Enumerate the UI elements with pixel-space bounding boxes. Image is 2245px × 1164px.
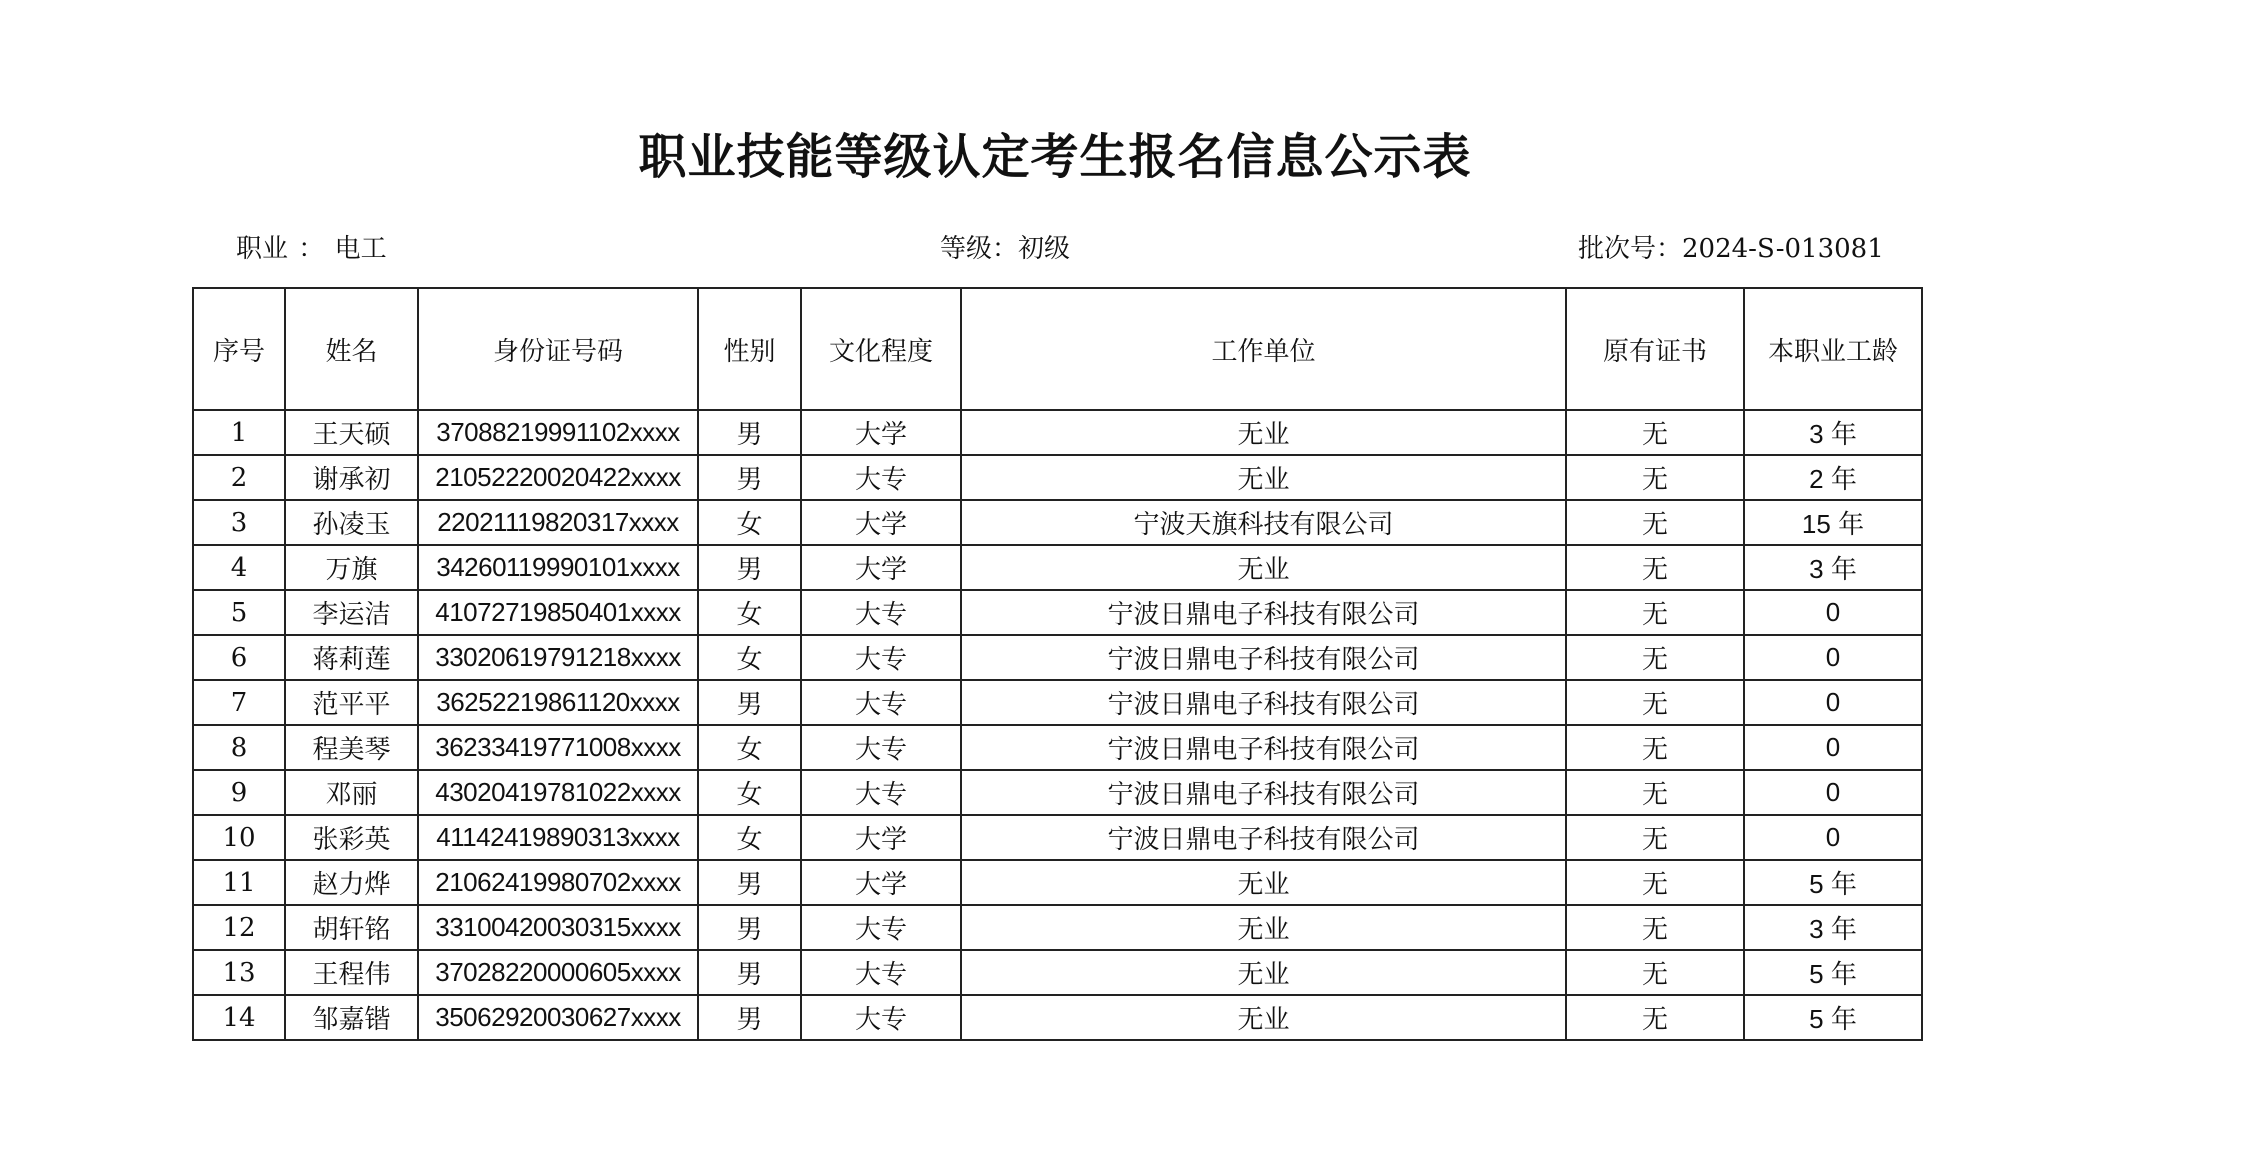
cell-index: 1 bbox=[193, 410, 285, 455]
cell-work-years: 0 bbox=[1744, 725, 1922, 770]
level-label: 等级： bbox=[940, 234, 1019, 264]
occupation-label: 职业 bbox=[236, 234, 289, 264]
occupation-separator: ： bbox=[298, 234, 325, 264]
col-header-index: 序号 bbox=[193, 288, 285, 410]
cell-gender: 男 bbox=[698, 905, 801, 950]
table-row bbox=[193, 455, 1922, 500]
cell-name: 谢承初 bbox=[285, 455, 418, 500]
cell-id-number: 36233419771008xxxx bbox=[418, 725, 698, 770]
cell-index: 10 bbox=[193, 815, 285, 860]
cell-name: 张彩英 bbox=[285, 815, 418, 860]
cell-index: 3 bbox=[193, 500, 285, 545]
cell-education: 大专 bbox=[801, 455, 961, 500]
cell-index: 14 bbox=[193, 995, 285, 1040]
col-header-certificate: 原有证书 bbox=[1566, 288, 1744, 410]
cell-education: 大学 bbox=[801, 815, 961, 860]
cell-work-years: 3 年 bbox=[1744, 545, 1922, 590]
cell-certificate: 无 bbox=[1566, 725, 1744, 770]
cell-name: 王天硕 bbox=[285, 410, 418, 455]
cell-work-years: 0 bbox=[1744, 815, 1922, 860]
cell-education: 大专 bbox=[801, 680, 961, 725]
cell-id-number: 36252219861120xxxx bbox=[418, 680, 698, 725]
cell-id-number: 33020619791218xxxx bbox=[418, 635, 698, 680]
cell-certificate: 无 bbox=[1566, 680, 1744, 725]
batch-value: 2024-S-013081 bbox=[1682, 234, 1884, 264]
cell-index: 8 bbox=[193, 725, 285, 770]
cell-index: 11 bbox=[193, 860, 285, 905]
cell-work-years: 3 年 bbox=[1744, 410, 1922, 455]
cell-certificate: 无 bbox=[1566, 545, 1744, 590]
cell-id-number: 21062419980702xxxx bbox=[418, 860, 698, 905]
cell-id-number: 22021119820317xxxx bbox=[418, 500, 698, 545]
table-row bbox=[193, 500, 1922, 545]
cell-employer: 宁波日鼎电子科技有限公司 bbox=[961, 590, 1566, 635]
cell-work-years: 0 bbox=[1744, 635, 1922, 680]
cell-name: 蒋莉莲 bbox=[285, 635, 418, 680]
cell-gender: 女 bbox=[698, 770, 801, 815]
cell-employer: 宁波日鼎电子科技有限公司 bbox=[961, 815, 1566, 860]
cell-education: 大专 bbox=[801, 725, 961, 770]
table-row bbox=[193, 995, 1922, 1040]
cell-name: 程美琴 bbox=[285, 725, 418, 770]
cell-education: 大学 bbox=[801, 500, 961, 545]
table-row bbox=[193, 635, 1922, 680]
cell-employer: 无业 bbox=[961, 995, 1566, 1040]
cell-certificate: 无 bbox=[1566, 770, 1744, 815]
cell-index: 13 bbox=[193, 950, 285, 995]
cell-name: 邹嘉锴 bbox=[285, 995, 418, 1040]
cell-employer: 宁波日鼎电子科技有限公司 bbox=[961, 725, 1566, 770]
cell-gender: 男 bbox=[698, 995, 801, 1040]
cell-employer: 无业 bbox=[961, 410, 1566, 455]
cell-id-number: 34260119990101xxxx bbox=[418, 545, 698, 590]
table-row bbox=[193, 815, 1922, 860]
candidate-table bbox=[192, 287, 1923, 1041]
cell-employer: 无业 bbox=[961, 950, 1566, 995]
col-header-education: 文化程度 bbox=[801, 288, 961, 410]
cell-gender: 女 bbox=[698, 590, 801, 635]
cell-name: 赵力烨 bbox=[285, 860, 418, 905]
cell-employer: 无业 bbox=[961, 905, 1566, 950]
col-header-gender: 性别 bbox=[698, 288, 801, 410]
occupation-value: 电工 bbox=[334, 234, 387, 264]
cell-certificate: 无 bbox=[1566, 590, 1744, 635]
cell-gender: 女 bbox=[698, 725, 801, 770]
cell-employer: 无业 bbox=[961, 860, 1566, 905]
table-row bbox=[193, 410, 1922, 455]
batch-info bbox=[1578, 228, 1884, 265]
cell-work-years: 0 bbox=[1744, 590, 1922, 635]
cell-certificate: 无 bbox=[1566, 905, 1744, 950]
table-row bbox=[193, 545, 1922, 590]
cell-gender: 女 bbox=[698, 635, 801, 680]
cell-id-number: 35062920030627xxxx bbox=[418, 995, 698, 1040]
cell-gender: 男 bbox=[698, 545, 801, 590]
cell-work-years: 15 年 bbox=[1744, 500, 1922, 545]
table-row bbox=[193, 725, 1922, 770]
cell-id-number: 43020419781022xxxx bbox=[418, 770, 698, 815]
cell-work-years: 0 bbox=[1744, 680, 1922, 725]
table-row bbox=[193, 590, 1922, 635]
cell-id-number: 33100420030315xxxx bbox=[418, 905, 698, 950]
cell-id-number: 37088219991102xxxx bbox=[418, 410, 698, 455]
cell-index: 2 bbox=[193, 455, 285, 500]
level-value: 初级 bbox=[1018, 234, 1071, 264]
occupation-info bbox=[236, 228, 387, 265]
col-header-id-number: 身份证号码 bbox=[418, 288, 698, 410]
table-row bbox=[193, 770, 1922, 815]
cell-certificate: 无 bbox=[1566, 410, 1744, 455]
cell-work-years: 5 年 bbox=[1744, 860, 1922, 905]
cell-gender: 女 bbox=[698, 815, 801, 860]
cell-gender: 男 bbox=[698, 950, 801, 995]
col-header-work-years: 本职业工龄 bbox=[1744, 288, 1922, 410]
cell-index: 12 bbox=[193, 905, 285, 950]
cell-gender: 男 bbox=[698, 410, 801, 455]
cell-gender: 男 bbox=[698, 860, 801, 905]
table-row bbox=[193, 950, 1922, 995]
table-row bbox=[193, 860, 1922, 905]
cell-education: 大专 bbox=[801, 770, 961, 815]
cell-certificate: 无 bbox=[1566, 950, 1744, 995]
cell-employer: 宁波日鼎电子科技有限公司 bbox=[961, 770, 1566, 815]
header-row bbox=[193, 288, 1922, 410]
cell-id-number: 37028220000605xxxx bbox=[418, 950, 698, 995]
cell-name: 邓丽 bbox=[285, 770, 418, 815]
cell-certificate: 无 bbox=[1566, 815, 1744, 860]
cell-education: 大专 bbox=[801, 590, 961, 635]
cell-certificate: 无 bbox=[1566, 635, 1744, 680]
cell-education: 大专 bbox=[801, 995, 961, 1040]
cell-certificate: 无 bbox=[1566, 860, 1744, 905]
batch-label: 批次号： bbox=[1578, 234, 1683, 264]
cell-name: 胡轩铭 bbox=[285, 905, 418, 950]
cell-name: 范平平 bbox=[285, 680, 418, 725]
cell-education: 大专 bbox=[801, 905, 961, 950]
cell-education: 大学 bbox=[801, 545, 961, 590]
cell-index: 6 bbox=[193, 635, 285, 680]
cell-name: 李运洁 bbox=[285, 590, 418, 635]
cell-work-years: 2 年 bbox=[1744, 455, 1922, 500]
cell-employer: 宁波天旗科技有限公司 bbox=[961, 500, 1566, 545]
cell-id-number: 21052220020422xxxx bbox=[418, 455, 698, 500]
table-row bbox=[193, 905, 1922, 950]
cell-employer: 宁波日鼎电子科技有限公司 bbox=[961, 635, 1566, 680]
col-header-employer: 工作单位 bbox=[961, 288, 1566, 410]
cell-name: 王程伟 bbox=[285, 950, 418, 995]
table-header bbox=[193, 288, 1922, 410]
document-title: 职业技能等级认定考生报名信息公示表 bbox=[638, 129, 1472, 185]
table-row bbox=[193, 680, 1922, 725]
cell-work-years: 5 年 bbox=[1744, 995, 1922, 1040]
level-info bbox=[940, 228, 1070, 265]
cell-employer: 宁波日鼎电子科技有限公司 bbox=[961, 680, 1566, 725]
cell-id-number: 41142419890313xxxx bbox=[418, 815, 698, 860]
cell-certificate: 无 bbox=[1566, 500, 1744, 545]
cell-work-years: 5 年 bbox=[1744, 950, 1922, 995]
cell-gender: 女 bbox=[698, 500, 801, 545]
cell-certificate: 无 bbox=[1566, 995, 1744, 1040]
cell-education: 大专 bbox=[801, 635, 961, 680]
cell-employer: 无业 bbox=[961, 455, 1566, 500]
cell-index: 9 bbox=[193, 770, 285, 815]
col-header-name: 姓名 bbox=[285, 288, 418, 410]
cell-gender: 男 bbox=[698, 680, 801, 725]
cell-certificate: 无 bbox=[1566, 455, 1744, 500]
cell-index: 4 bbox=[193, 545, 285, 590]
cell-gender: 男 bbox=[698, 455, 801, 500]
cell-work-years: 0 bbox=[1744, 770, 1922, 815]
cell-employer: 无业 bbox=[961, 545, 1566, 590]
cell-education: 大专 bbox=[801, 950, 961, 995]
cell-name: 孙凌玉 bbox=[285, 500, 418, 545]
cell-id-number: 41072719850401xxxx bbox=[418, 590, 698, 635]
cell-education: 大学 bbox=[801, 410, 961, 455]
cell-name: 万旗 bbox=[285, 545, 418, 590]
table-body bbox=[193, 410, 1922, 1040]
cell-index: 7 bbox=[193, 680, 285, 725]
cell-index: 5 bbox=[193, 590, 285, 635]
cell-education: 大学 bbox=[801, 860, 961, 905]
cell-work-years: 3 年 bbox=[1744, 905, 1922, 950]
